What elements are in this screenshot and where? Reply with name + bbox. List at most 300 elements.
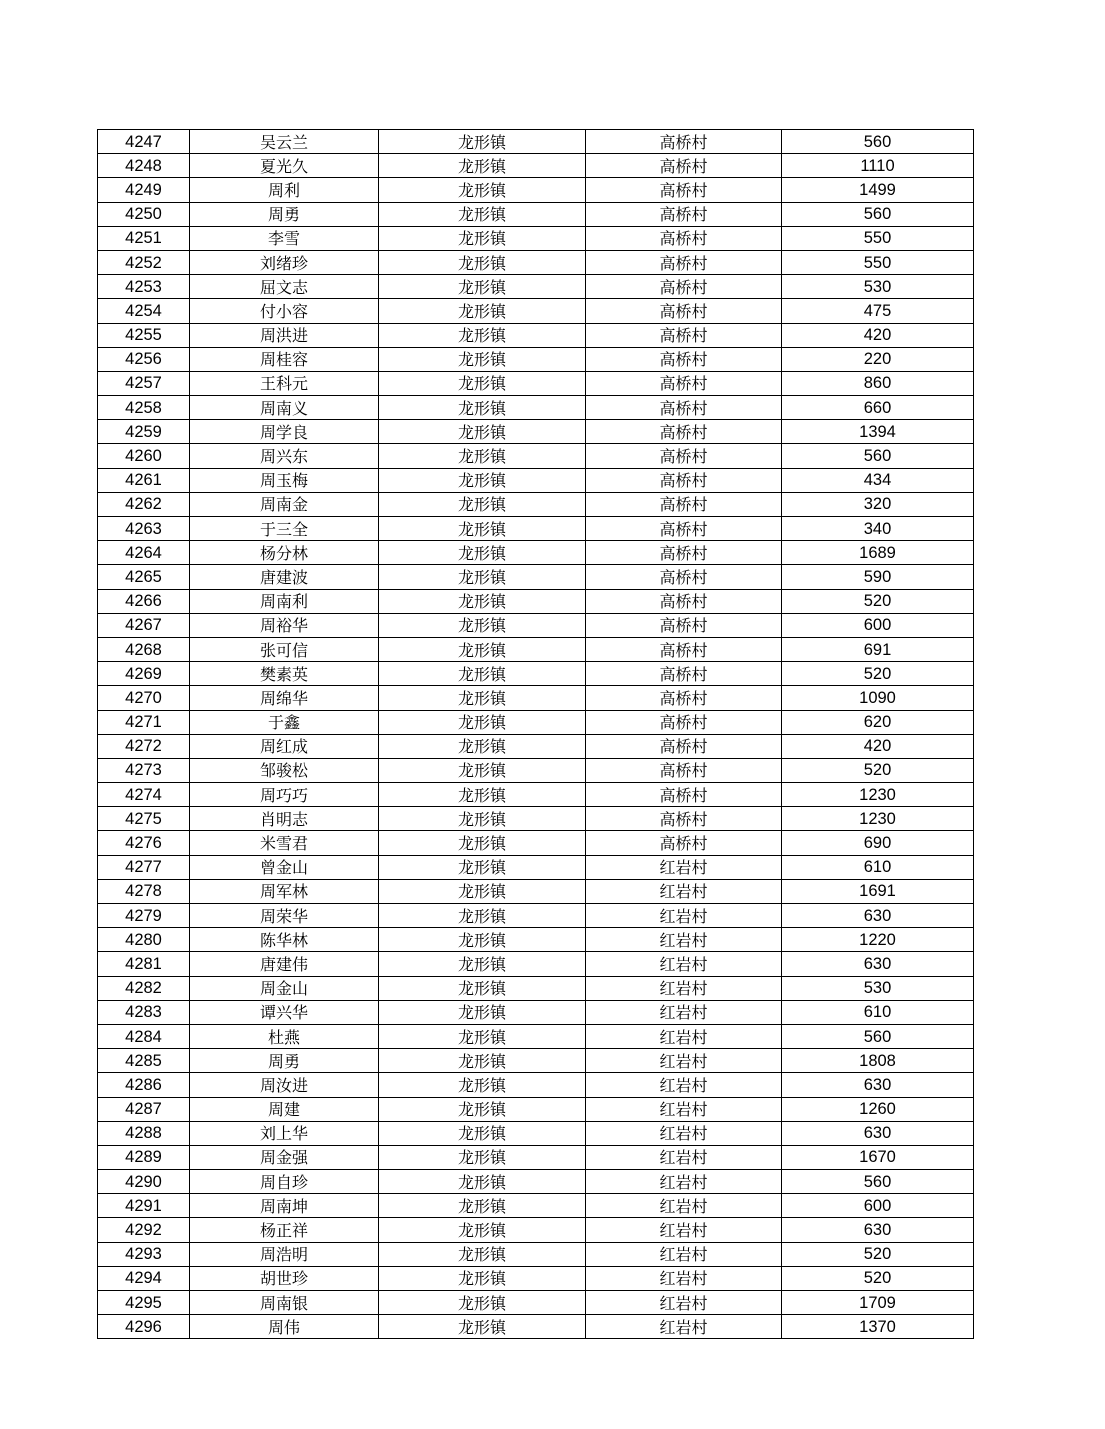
cell-name: 肖明志 <box>190 807 379 831</box>
cell-amount: 560 <box>782 1024 974 1048</box>
table-row <box>98 1000 974 1024</box>
table-row <box>98 468 974 492</box>
cell-id: 4257 <box>98 371 190 395</box>
cell-village: 高桥村 <box>586 807 782 831</box>
table-row <box>98 226 974 250</box>
cell-town: 龙形镇 <box>379 154 586 178</box>
cell-id: 4274 <box>98 783 190 807</box>
cell-town: 龙形镇 <box>379 396 586 420</box>
cell-village: 高桥村 <box>586 613 782 637</box>
table-row <box>98 492 974 516</box>
cell-id: 4291 <box>98 1194 190 1218</box>
cell-amount: 520 <box>782 1242 974 1266</box>
cell-village: 红岩村 <box>586 1291 782 1315</box>
cell-id: 4296 <box>98 1315 190 1339</box>
cell-village: 高桥村 <box>586 178 782 202</box>
cell-village: 高桥村 <box>586 589 782 613</box>
cell-town: 龙形镇 <box>379 831 586 855</box>
cell-town: 龙形镇 <box>379 1121 586 1145</box>
cell-name: 屈文志 <box>190 275 379 299</box>
cell-name: 周勇 <box>190 1049 379 1073</box>
cell-amount: 520 <box>782 758 974 782</box>
cell-name: 邹骏松 <box>190 758 379 782</box>
cell-amount: 560 <box>782 130 974 154</box>
cell-village: 红岩村 <box>586 1049 782 1073</box>
cell-amount: 1110 <box>782 154 974 178</box>
table-row <box>98 928 974 952</box>
cell-town: 龙形镇 <box>379 1218 586 1242</box>
cell-town: 龙形镇 <box>379 323 586 347</box>
table-row <box>98 323 974 347</box>
cell-amount: 560 <box>782 444 974 468</box>
cell-village: 高桥村 <box>586 323 782 347</box>
cell-name: 周利 <box>190 178 379 202</box>
cell-village: 高桥村 <box>586 130 782 154</box>
cell-village: 红岩村 <box>586 952 782 976</box>
cell-village: 红岩村 <box>586 1073 782 1097</box>
table-row <box>98 1121 974 1145</box>
table-row <box>98 275 974 299</box>
cell-amount: 630 <box>782 1218 974 1242</box>
cell-village: 高桥村 <box>586 517 782 541</box>
cell-amount: 630 <box>782 904 974 928</box>
cell-village: 红岩村 <box>586 976 782 1000</box>
cell-town: 龙形镇 <box>379 1242 586 1266</box>
cell-village: 高桥村 <box>586 202 782 226</box>
cell-village: 红岩村 <box>586 855 782 879</box>
cell-village: 红岩村 <box>586 904 782 928</box>
cell-amount: 1709 <box>782 1291 974 1315</box>
cell-id: 4294 <box>98 1266 190 1290</box>
cell-id: 4267 <box>98 613 190 637</box>
cell-name: 曾金山 <box>190 855 379 879</box>
cell-village: 高桥村 <box>586 371 782 395</box>
cell-town: 龙形镇 <box>379 444 586 468</box>
cell-name: 周金山 <box>190 976 379 1000</box>
cell-amount: 620 <box>782 710 974 734</box>
cell-amount: 610 <box>782 1000 974 1024</box>
cell-town: 龙形镇 <box>379 1024 586 1048</box>
table-row <box>98 250 974 274</box>
table-row <box>98 734 974 758</box>
cell-amount: 475 <box>782 299 974 323</box>
cell-name: 张可信 <box>190 637 379 661</box>
cell-amount: 1260 <box>782 1097 974 1121</box>
cell-name: 周勇 <box>190 202 379 226</box>
cell-amount: 630 <box>782 1121 974 1145</box>
cell-id: 4259 <box>98 420 190 444</box>
cell-village: 高桥村 <box>586 420 782 444</box>
cell-amount: 520 <box>782 1266 974 1290</box>
cell-name: 胡世珍 <box>190 1266 379 1290</box>
cell-town: 龙形镇 <box>379 1000 586 1024</box>
cell-town: 龙形镇 <box>379 589 586 613</box>
cell-amount: 1670 <box>782 1145 974 1169</box>
cell-town: 龙形镇 <box>379 347 586 371</box>
cell-id: 4289 <box>98 1145 190 1169</box>
cell-village: 高桥村 <box>586 758 782 782</box>
cell-id: 4258 <box>98 396 190 420</box>
cell-town: 龙形镇 <box>379 1097 586 1121</box>
cell-village: 红岩村 <box>586 1097 782 1121</box>
table-row <box>98 613 974 637</box>
table-row <box>98 1291 974 1315</box>
cell-id: 4255 <box>98 323 190 347</box>
cell-amount: 220 <box>782 347 974 371</box>
cell-name: 唐建波 <box>190 565 379 589</box>
table-row <box>98 517 974 541</box>
cell-id: 4247 <box>98 130 190 154</box>
cell-name: 周洪进 <box>190 323 379 347</box>
cell-id: 4270 <box>98 686 190 710</box>
cell-name: 王科元 <box>190 371 379 395</box>
cell-name: 周自珍 <box>190 1170 379 1194</box>
table-row <box>98 1073 974 1097</box>
cell-amount: 630 <box>782 952 974 976</box>
cell-village: 高桥村 <box>586 299 782 323</box>
cell-town: 龙形镇 <box>379 299 586 323</box>
cell-name: 刘上华 <box>190 1121 379 1145</box>
table-row <box>98 686 974 710</box>
cell-village: 高桥村 <box>586 565 782 589</box>
cell-id: 4264 <box>98 541 190 565</box>
cell-amount: 530 <box>782 275 974 299</box>
cell-id: 4273 <box>98 758 190 782</box>
cell-amount: 520 <box>782 662 974 686</box>
table-row <box>98 347 974 371</box>
table-row <box>98 662 974 686</box>
cell-village: 红岩村 <box>586 1000 782 1024</box>
table-row <box>98 444 974 468</box>
cell-amount: 600 <box>782 613 974 637</box>
cell-amount: 1394 <box>782 420 974 444</box>
cell-town: 龙形镇 <box>379 734 586 758</box>
cell-amount: 1499 <box>782 178 974 202</box>
cell-id: 4278 <box>98 879 190 903</box>
table-row <box>98 420 974 444</box>
table-row <box>98 1315 974 1339</box>
cell-town: 龙形镇 <box>379 517 586 541</box>
cell-name: 周伟 <box>190 1315 379 1339</box>
cell-id: 4251 <box>98 226 190 250</box>
table-row <box>98 1049 974 1073</box>
table-row <box>98 1194 974 1218</box>
cell-name: 周金强 <box>190 1145 379 1169</box>
cell-name: 付小容 <box>190 299 379 323</box>
table-row <box>98 130 974 154</box>
cell-village: 红岩村 <box>586 1266 782 1290</box>
cell-village: 红岩村 <box>586 1170 782 1194</box>
cell-town: 龙形镇 <box>379 637 586 661</box>
table-row <box>98 154 974 178</box>
cell-amount: 600 <box>782 1194 974 1218</box>
cell-amount: 560 <box>782 202 974 226</box>
cell-amount: 1220 <box>782 928 974 952</box>
cell-town: 龙形镇 <box>379 202 586 226</box>
cell-id: 4250 <box>98 202 190 226</box>
cell-id: 4295 <box>98 1291 190 1315</box>
table-row <box>98 1266 974 1290</box>
table-row <box>98 1145 974 1169</box>
cell-id: 4280 <box>98 928 190 952</box>
cell-name: 周南金 <box>190 492 379 516</box>
cell-amount: 340 <box>782 517 974 541</box>
cell-town: 龙形镇 <box>379 879 586 903</box>
cell-village: 高桥村 <box>586 226 782 250</box>
cell-name: 谭兴华 <box>190 1000 379 1024</box>
cell-id: 4281 <box>98 952 190 976</box>
cell-town: 龙形镇 <box>379 178 586 202</box>
cell-town: 龙形镇 <box>379 952 586 976</box>
cell-name: 周南利 <box>190 589 379 613</box>
cell-village: 高桥村 <box>586 686 782 710</box>
table-row <box>98 758 974 782</box>
cell-name: 周裕华 <box>190 613 379 637</box>
cell-id: 4249 <box>98 178 190 202</box>
cell-name: 周玉梅 <box>190 468 379 492</box>
cell-town: 龙形镇 <box>379 976 586 1000</box>
cell-village: 高桥村 <box>586 468 782 492</box>
cell-town: 龙形镇 <box>379 565 586 589</box>
cell-name: 杨正祥 <box>190 1218 379 1242</box>
cell-id: 4275 <box>98 807 190 831</box>
cell-amount: 630 <box>782 1073 974 1097</box>
cell-name: 周荣华 <box>190 904 379 928</box>
cell-name: 周南坤 <box>190 1194 379 1218</box>
cell-id: 4253 <box>98 275 190 299</box>
cell-town: 龙形镇 <box>379 1170 586 1194</box>
cell-town: 龙形镇 <box>379 1315 586 1339</box>
cell-id: 4282 <box>98 976 190 1000</box>
cell-village: 高桥村 <box>586 662 782 686</box>
cell-amount: 1691 <box>782 879 974 903</box>
cell-name: 周兴东 <box>190 444 379 468</box>
cell-id: 4248 <box>98 154 190 178</box>
table-row <box>98 1242 974 1266</box>
cell-village: 红岩村 <box>586 928 782 952</box>
cell-name: 于鑫 <box>190 710 379 734</box>
cell-amount: 320 <box>782 492 974 516</box>
cell-amount: 690 <box>782 831 974 855</box>
cell-village: 红岩村 <box>586 1194 782 1218</box>
cell-name: 李雪 <box>190 226 379 250</box>
cell-name: 于三全 <box>190 517 379 541</box>
cell-id: 4276 <box>98 831 190 855</box>
cell-id: 4263 <box>98 517 190 541</box>
cell-amount: 660 <box>782 396 974 420</box>
cell-town: 龙形镇 <box>379 710 586 734</box>
cell-village: 红岩村 <box>586 1218 782 1242</box>
cell-id: 4285 <box>98 1049 190 1073</box>
cell-town: 龙形镇 <box>379 275 586 299</box>
table-row <box>98 637 974 661</box>
cell-name: 吴云兰 <box>190 130 379 154</box>
cell-id: 4261 <box>98 468 190 492</box>
table-row <box>98 952 974 976</box>
cell-town: 龙形镇 <box>379 807 586 831</box>
cell-name: 夏光久 <box>190 154 379 178</box>
table-row <box>98 783 974 807</box>
cell-town: 龙形镇 <box>379 468 586 492</box>
table-row <box>98 565 974 589</box>
data-table <box>97 129 974 1339</box>
cell-town: 龙形镇 <box>379 855 586 879</box>
table-body <box>98 130 974 1339</box>
cell-village: 高桥村 <box>586 637 782 661</box>
cell-id: 4286 <box>98 1073 190 1097</box>
cell-amount: 1090 <box>782 686 974 710</box>
cell-id: 4272 <box>98 734 190 758</box>
cell-village: 高桥村 <box>586 154 782 178</box>
cell-amount: 560 <box>782 1170 974 1194</box>
cell-name: 刘绪珍 <box>190 250 379 274</box>
cell-village: 高桥村 <box>586 444 782 468</box>
cell-id: 4254 <box>98 299 190 323</box>
cell-amount: 610 <box>782 855 974 879</box>
cell-village: 高桥村 <box>586 541 782 565</box>
cell-town: 龙形镇 <box>379 783 586 807</box>
table-row <box>98 879 974 903</box>
cell-town: 龙形镇 <box>379 1049 586 1073</box>
cell-id: 4256 <box>98 347 190 371</box>
table-row <box>98 202 974 226</box>
table-row <box>98 371 974 395</box>
cell-town: 龙形镇 <box>379 226 586 250</box>
cell-village: 高桥村 <box>586 710 782 734</box>
table-row <box>98 178 974 202</box>
cell-amount: 1370 <box>782 1315 974 1339</box>
cell-village: 红岩村 <box>586 1242 782 1266</box>
table-row <box>98 589 974 613</box>
cell-amount: 1808 <box>782 1049 974 1073</box>
cell-id: 4279 <box>98 904 190 928</box>
table-row <box>98 1097 974 1121</box>
cell-village: 高桥村 <box>586 396 782 420</box>
cell-amount: 420 <box>782 323 974 347</box>
cell-name: 唐建伟 <box>190 952 379 976</box>
cell-village: 高桥村 <box>586 347 782 371</box>
cell-id: 4293 <box>98 1242 190 1266</box>
cell-name: 周浩明 <box>190 1242 379 1266</box>
cell-name: 周桂容 <box>190 347 379 371</box>
cell-village: 高桥村 <box>586 275 782 299</box>
table-row <box>98 299 974 323</box>
cell-id: 4288 <box>98 1121 190 1145</box>
cell-name: 杜燕 <box>190 1024 379 1048</box>
cell-name: 周南银 <box>190 1291 379 1315</box>
cell-name: 周汝进 <box>190 1073 379 1097</box>
cell-town: 龙形镇 <box>379 1073 586 1097</box>
cell-amount: 1230 <box>782 783 974 807</box>
cell-village: 高桥村 <box>586 783 782 807</box>
cell-town: 龙形镇 <box>379 492 586 516</box>
cell-amount: 550 <box>782 250 974 274</box>
cell-village: 高桥村 <box>586 250 782 274</box>
cell-town: 龙形镇 <box>379 613 586 637</box>
cell-name: 樊素英 <box>190 662 379 686</box>
cell-id: 4277 <box>98 855 190 879</box>
table-row <box>98 855 974 879</box>
cell-town: 龙形镇 <box>379 1194 586 1218</box>
table-row <box>98 710 974 734</box>
cell-town: 龙形镇 <box>379 662 586 686</box>
cell-amount: 550 <box>782 226 974 250</box>
cell-amount: 860 <box>782 371 974 395</box>
cell-amount: 1230 <box>782 807 974 831</box>
cell-name: 陈华林 <box>190 928 379 952</box>
cell-town: 龙形镇 <box>379 928 586 952</box>
cell-village: 红岩村 <box>586 1121 782 1145</box>
cell-id: 4284 <box>98 1024 190 1048</box>
table-row <box>98 1170 974 1194</box>
cell-village: 红岩村 <box>586 1024 782 1048</box>
cell-town: 龙形镇 <box>379 904 586 928</box>
cell-town: 龙形镇 <box>379 1291 586 1315</box>
cell-id: 4287 <box>98 1097 190 1121</box>
cell-id: 4290 <box>98 1170 190 1194</box>
cell-amount: 1689 <box>782 541 974 565</box>
cell-id: 4252 <box>98 250 190 274</box>
cell-name: 周巧巧 <box>190 783 379 807</box>
cell-id: 4283 <box>98 1000 190 1024</box>
cell-id: 4269 <box>98 662 190 686</box>
table-row <box>98 976 974 1000</box>
cell-town: 龙形镇 <box>379 250 586 274</box>
cell-name: 周学良 <box>190 420 379 444</box>
cell-amount: 420 <box>782 734 974 758</box>
table-row <box>98 1024 974 1048</box>
cell-town: 龙形镇 <box>379 541 586 565</box>
table-row <box>98 904 974 928</box>
cell-name: 周绵华 <box>190 686 379 710</box>
cell-id: 4292 <box>98 1218 190 1242</box>
cell-amount: 520 <box>782 589 974 613</box>
table-row <box>98 831 974 855</box>
cell-town: 龙形镇 <box>379 758 586 782</box>
cell-amount: 590 <box>782 565 974 589</box>
cell-name: 周军林 <box>190 879 379 903</box>
cell-town: 龙形镇 <box>379 371 586 395</box>
table-row <box>98 396 974 420</box>
table-row <box>98 1218 974 1242</box>
cell-town: 龙形镇 <box>379 1266 586 1290</box>
cell-name: 周南义 <box>190 396 379 420</box>
cell-town: 龙形镇 <box>379 1145 586 1169</box>
cell-id: 4260 <box>98 444 190 468</box>
cell-town: 龙形镇 <box>379 420 586 444</box>
cell-amount: 691 <box>782 637 974 661</box>
cell-village: 高桥村 <box>586 734 782 758</box>
table-row <box>98 541 974 565</box>
cell-id: 4271 <box>98 710 190 734</box>
cell-village: 高桥村 <box>586 831 782 855</box>
cell-town: 龙形镇 <box>379 130 586 154</box>
cell-id: 4268 <box>98 637 190 661</box>
cell-village: 红岩村 <box>586 1315 782 1339</box>
cell-amount: 434 <box>782 468 974 492</box>
cell-village: 红岩村 <box>586 1145 782 1169</box>
cell-amount: 530 <box>782 976 974 1000</box>
cell-name: 周红成 <box>190 734 379 758</box>
cell-id: 4265 <box>98 565 190 589</box>
cell-name: 周建 <box>190 1097 379 1121</box>
cell-id: 4266 <box>98 589 190 613</box>
table-row <box>98 807 974 831</box>
cell-id: 4262 <box>98 492 190 516</box>
cell-name: 杨分林 <box>190 541 379 565</box>
cell-name: 米雪君 <box>190 831 379 855</box>
cell-village: 红岩村 <box>586 879 782 903</box>
